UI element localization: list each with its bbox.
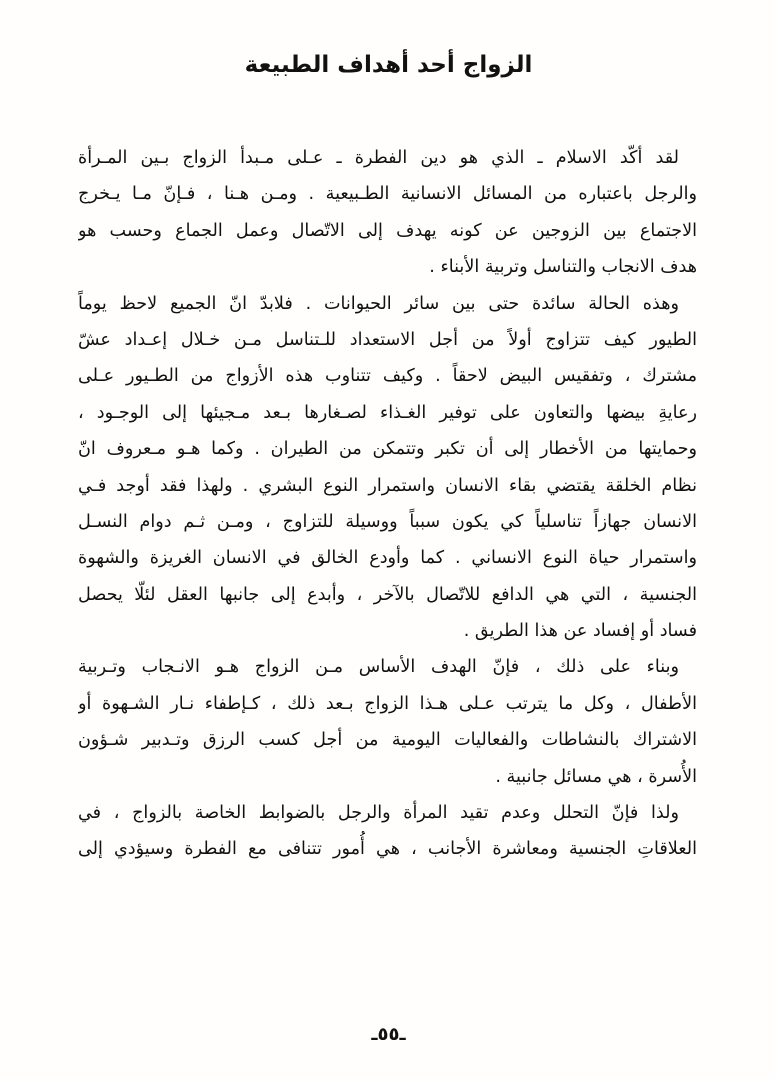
text-line: الجنسية ، التي هي الدافع للاتّصال بالآخر ، وأبدع إلى جانبها العقل لئلّا يحصل [78, 584, 697, 605]
text-line: مشترك ، وتفقيس البيض لاحقاً . وكيف تتناوب هذه الأزواج من الطـيور عـلى [78, 366, 697, 387]
text-line: الأُسرة ، هي مسائل جانبية . [495, 766, 697, 787]
text-line: وهذه الحالة سائدة حتى بين سائر الحيوانات . فلابدّ انّ الجميع لاحظ يوماً [78, 293, 679, 314]
text-line: وحمايتها من الأخطار إلى أن تكبر وتتمكن من الطيران . وكما هـو مـعروف انّ [78, 439, 697, 460]
page-number: ـ٥٥ـ [371, 1024, 406, 1045]
text-line: هدف الانجاب والتناسل وتربية الأبناء . [429, 257, 697, 278]
text-line: فساد أو إفساد عن هذا الطريق . [463, 621, 697, 642]
text-line: والرجل باعتباره من المسائل الانسانية الطـبيعية . ومـن هـنا ، فـإنّ مـا يـخرج [78, 184, 697, 205]
text-line: لقد أكّد الاسلام ـ الذي هو دين الفطرة ـ عـلى مـبدأ الزواج بـين المـرأة [78, 148, 679, 168]
page-title: الزواج أحد أهداف الطبيعة [244, 52, 533, 78]
text-line: نظام الخلقة يقتضي بقاء الانسان واستمرار النوع البشري . ولهذا فقد أوجد فـي [78, 475, 697, 496]
text-line: الاشتراك بالنشاطات والفعاليات اليومية من أجل كسب الرزق وتـدبير شـؤون [78, 730, 697, 751]
text-line: العلاقاتِ الجنسية ومعاشرة الأجانب ، هي أُمور تتنافى مع الفطرة وسيؤدي إلى [78, 839, 697, 860]
text-line: الطيور كيف تتزاوج أولاً من أجل الاستعداد للـتناسل مـن خـلال إعـداد عشّ [78, 329, 697, 350]
text-line: الأطفال ، وكل ما يترتب عـلى هـذا الزواج بـعد ذلك ، كـإطفاء نـار الشـهوة أو [78, 693, 697, 714]
text-line: الاجتماع بين الزوجين عن كونه يهدف إلى الاتّصال وعمل الجماع وحسب هو [78, 220, 697, 241]
text-line: وبناء على ذلك ، فإنّ الهدف الأساس مـن الزواج هـو الانـجاب وتـربية [78, 657, 679, 678]
text-line: واستمرار حياة النوع الانساني . كما وأودع الخالق في الانسان الغريزة والشهوة [78, 548, 697, 569]
body-text [78, 140, 697, 868]
text-line: رعايةِ بيضها والتعاون على توفير الغـذاء لصـغارها بـعد مـجيئها إلى الوجـود ، [78, 402, 697, 423]
text-line: الانسان جهازاً تناسلياً كي يكون سبباً ووسيلة للتزاوج ، ومـن ثـم دوام النسـل [78, 511, 697, 532]
text-line: ولذا فإنّ التحلل وعدم تقيد المرأة والرجل بالضوابط الخاصة بالزواج ، في [78, 803, 679, 824]
